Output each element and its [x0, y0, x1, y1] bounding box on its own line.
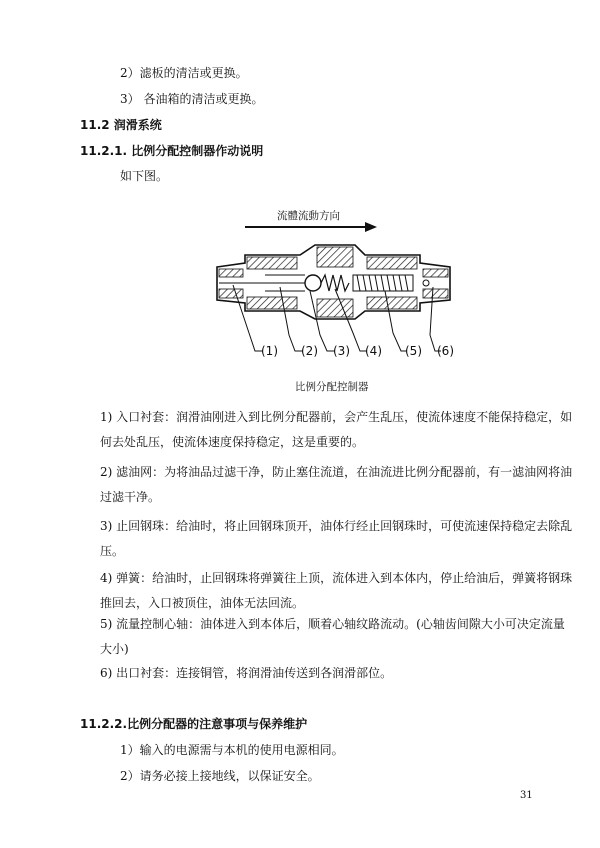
part-label-3: (3) [333, 344, 350, 358]
flow-control-shaft [353, 275, 413, 291]
part-label-1: (1) [261, 344, 278, 358]
bottom-list-item-2: 2）请务必接上接地线，以保证安全。 [120, 769, 320, 783]
part-label-4: (4) [365, 344, 382, 358]
section-heading-11-2-2: 11.2.2.比例分配器的注意事项与保养维护 [80, 717, 308, 731]
part-label-5: (5) [405, 344, 422, 358]
list-item-5-shaft: 5) 流量控制心轴：油体进入到本体后，顺着心轴纹路流动。(心轴齿间隙大小可决定流量大小) [100, 617, 565, 656]
page-number: 31 [520, 790, 533, 801]
check-ball [305, 275, 321, 291]
proportional-distributor-diagram [205, 205, 465, 400]
list-item-4-spring: 4) 弹簧：给油时，止回钢珠将弹簧往上顶，流体进入到本体内，停止给油后，弹簧将钢珠推回去，入口被顶住，油体无法回流。 [100, 571, 573, 610]
list-item-2-filter: 2) 滤油网：为将油品过滤干净，防止塞住流道，在油流进比例分配器前，有一滤油网将油过滤干净。 [100, 465, 573, 504]
flow-arrow-icon [245, 222, 377, 232]
list-item-3: 3） 各油箱的清洁或更换。 [120, 92, 264, 106]
figure-caption: 比例分配控制器 [295, 381, 369, 393]
list-item-2: 2）滤板的清洁或更换。 [120, 66, 248, 80]
list-item-6-outlet: 6) 出口衬套：连接铜管，将润滑油传送到各润滑部位。 [100, 666, 393, 680]
section-heading-11-2-1: 11.2.1. 比例分配控制器作动说明 [80, 144, 264, 158]
list-item-3-check-ball: 3) 止回钢珠：给油时，将止回钢珠顶开，油体行经止回钢珠时，可使流速保持稳定去除乱压。 [100, 519, 573, 558]
list-item-1: 1) 入口衬套：润滑油刚进入到比例分配器前，会产生乱压，使流体速度不能保持稳定，如何去处乱压，使流体速度保持稳定，这是重要的。 [100, 410, 573, 449]
part-label-2: (2) [301, 344, 318, 358]
bottom-list-item-1: 1）输入的电源需与本机的使用电源相同。 [120, 743, 344, 757]
flow-direction-label: 流體流動方向 [277, 210, 340, 222]
part-label-6: (6) [437, 344, 454, 358]
intro-text: 如下图。 [120, 169, 169, 183]
section-heading-11-2: 11.2 润滑系统 [80, 118, 162, 132]
